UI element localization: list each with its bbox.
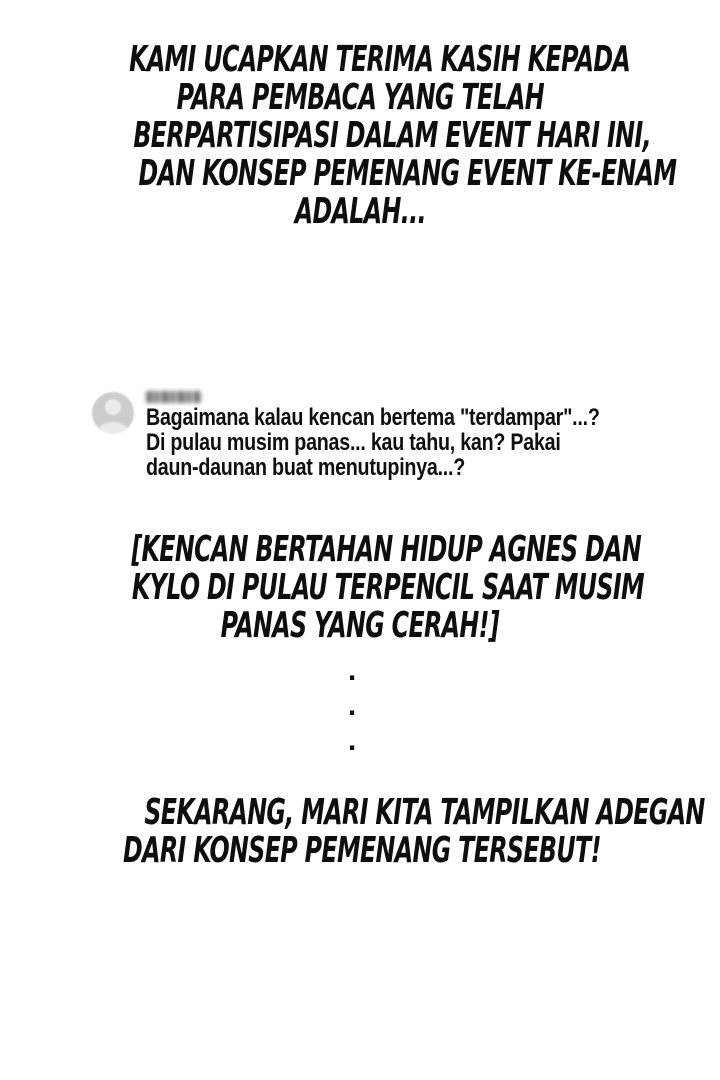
announcement-line-text: DARI KONSEP PEMENANG TERSEBUT! [123,830,601,871]
concept-line [0,531,720,569]
commenter-avatar [92,392,134,434]
winner-concept-title [0,531,720,645]
announcement-line-text: BERPARTISIPASI DALAM EVENT HARI INI, [133,115,651,156]
transition-dot: . [347,658,357,686]
concept-line-text: [KENCAN BERTAHAN HIDUP AGNES DAN [131,529,642,570]
announcement-line [0,117,720,155]
scene-transition-dots [0,655,720,760]
announcement-line-text: ADALAH... [294,191,426,232]
announcement-line-text: DAN KONSEP PEMENANG EVENT KE-ENAM [138,153,677,194]
person-avatar-icon [105,399,121,415]
concept-line-text: PANAS YANG CERAH!] [220,605,500,646]
announcement-line [0,79,720,117]
announcement-line-text: PARA PEMBACA YANG TELAH [176,77,544,118]
announcement-line [0,155,720,193]
comment-line-text: Bagaimana kalau kencan bertema "terdampar"...? [146,404,600,431]
event-thanks-announcement [0,41,720,231]
commenter-username-blurred [146,391,201,403]
person-avatar-icon [98,422,128,434]
winning-comment [146,405,699,480]
announcement-line [0,794,720,832]
announcement-line [0,41,720,79]
announcement-line-text: SEKARANG, MARI KITA TAMPILKAN ADEGAN [144,792,705,833]
concept-line-text: KYLO DI PULAU TERPENCIL SAAT MUSIM [131,567,645,608]
announcement-line-text: KAMI UCAPKAN TERIMA KASIH KEPADA [129,39,631,80]
announcement-line [0,193,720,231]
comment-line-text: daun-daunan buat menutupinya...? [146,454,466,481]
concept-line [0,569,720,607]
show-scene-announcement [0,794,720,870]
transition-dot: . [347,693,357,721]
transition-dot: . [347,728,357,756]
concept-line [0,607,720,645]
announcement-line [0,832,720,870]
comment-line-text: Di pulau musim panas... kau tahu, kan? Pakai [146,429,561,456]
